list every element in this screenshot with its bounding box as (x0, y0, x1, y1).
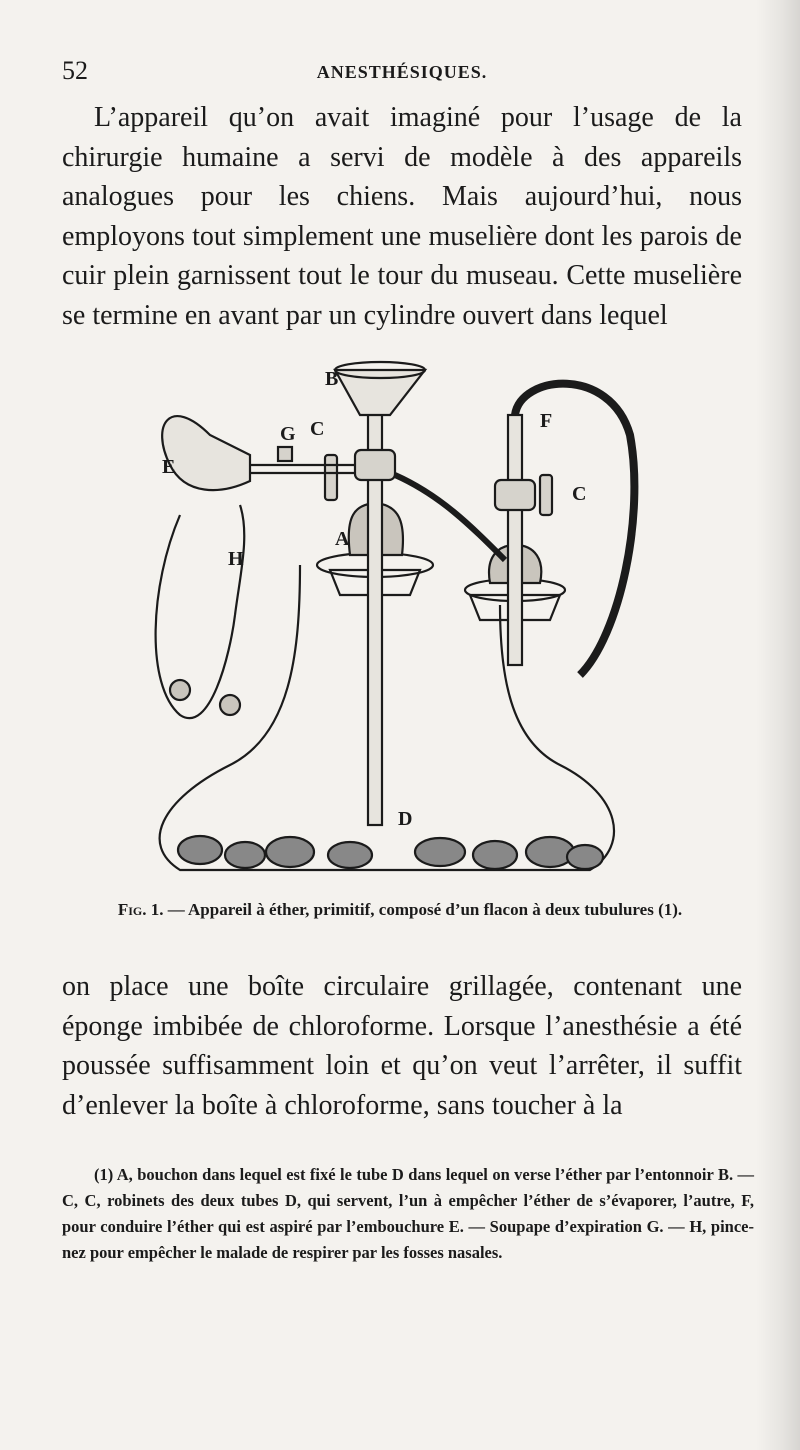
left-stopcock-c (325, 455, 337, 500)
caption-text: — Appareil à éther, primitif, composé d’un flacon à deux tubulures (1). (163, 900, 683, 919)
body-paragraph-bottom (62, 967, 742, 1125)
valve-g (278, 447, 292, 461)
page-number: 52 (62, 56, 88, 85)
label-b: B (325, 368, 339, 390)
ether-apparatus-illustration (140, 355, 640, 895)
figure-caption (100, 897, 700, 923)
label-e: E (162, 456, 176, 478)
page-edge-shadow (756, 0, 800, 1450)
connecting-tube (395, 475, 505, 560)
pince-nez-h (156, 515, 235, 718)
label-g: G (280, 423, 296, 445)
caption-label: Fig. 1. (117, 900, 164, 919)
footnote (62, 1162, 754, 1266)
chloroform-sponges (178, 836, 603, 869)
running-head: ANESTHÉSIQUES. (316, 62, 488, 82)
tube-cock (355, 450, 395, 480)
label-h: H (228, 548, 244, 570)
paragraph-top-text: L’appareil qu’on avait imaginé pour l’usage de la chirurgie humaine a servi de modèle à des appareils analogues pour les chiens. Mais aujourd’hui, nous employons tout simplement une muselière dont les parois de cuir plein garnissent tout le tour du museau. Cette muselière se termine en avant par un cylindre ouvert dans lequel (62, 102, 742, 331)
body-paragraph-top (62, 98, 742, 335)
flask-outline (160, 565, 614, 870)
label-a: A (335, 528, 350, 550)
right-tube (508, 415, 522, 665)
label-f: F (540, 410, 553, 432)
label-c-right: C (572, 483, 587, 505)
tube-f (515, 384, 634, 675)
page-header (62, 56, 742, 90)
mouthpiece-e (162, 416, 250, 490)
right-stopcock-c (495, 480, 535, 510)
label-d: D (398, 808, 413, 830)
label-c-left: C (310, 418, 325, 440)
paragraph-bottom-text: on place une boîte circulaire grillagée, contenant une éponge imbibée de chloroforme. Lorsque l’anesthésie a été poussée suffisamment loin et qu’on veut l’arrêter, il suffit d’enlever la boîte à chloroforme, sans toucher à la (62, 971, 742, 1121)
footnote-text: (1) A, bouchon dans lequel est fixé le tube D dans lequel on verse l’éther par l’entonnoir B. — C, C, robinets des deux tubes D, qui servent, l’un à empêcher l’éther de s’évaporer, l’autre, F, pour conduire l’éther qui est aspiré par l’embouchure E. — Soupape d’expiration G. — H, pince-nez pour empêcher le malade de respirer par les fosses nasales. (62, 1165, 754, 1262)
